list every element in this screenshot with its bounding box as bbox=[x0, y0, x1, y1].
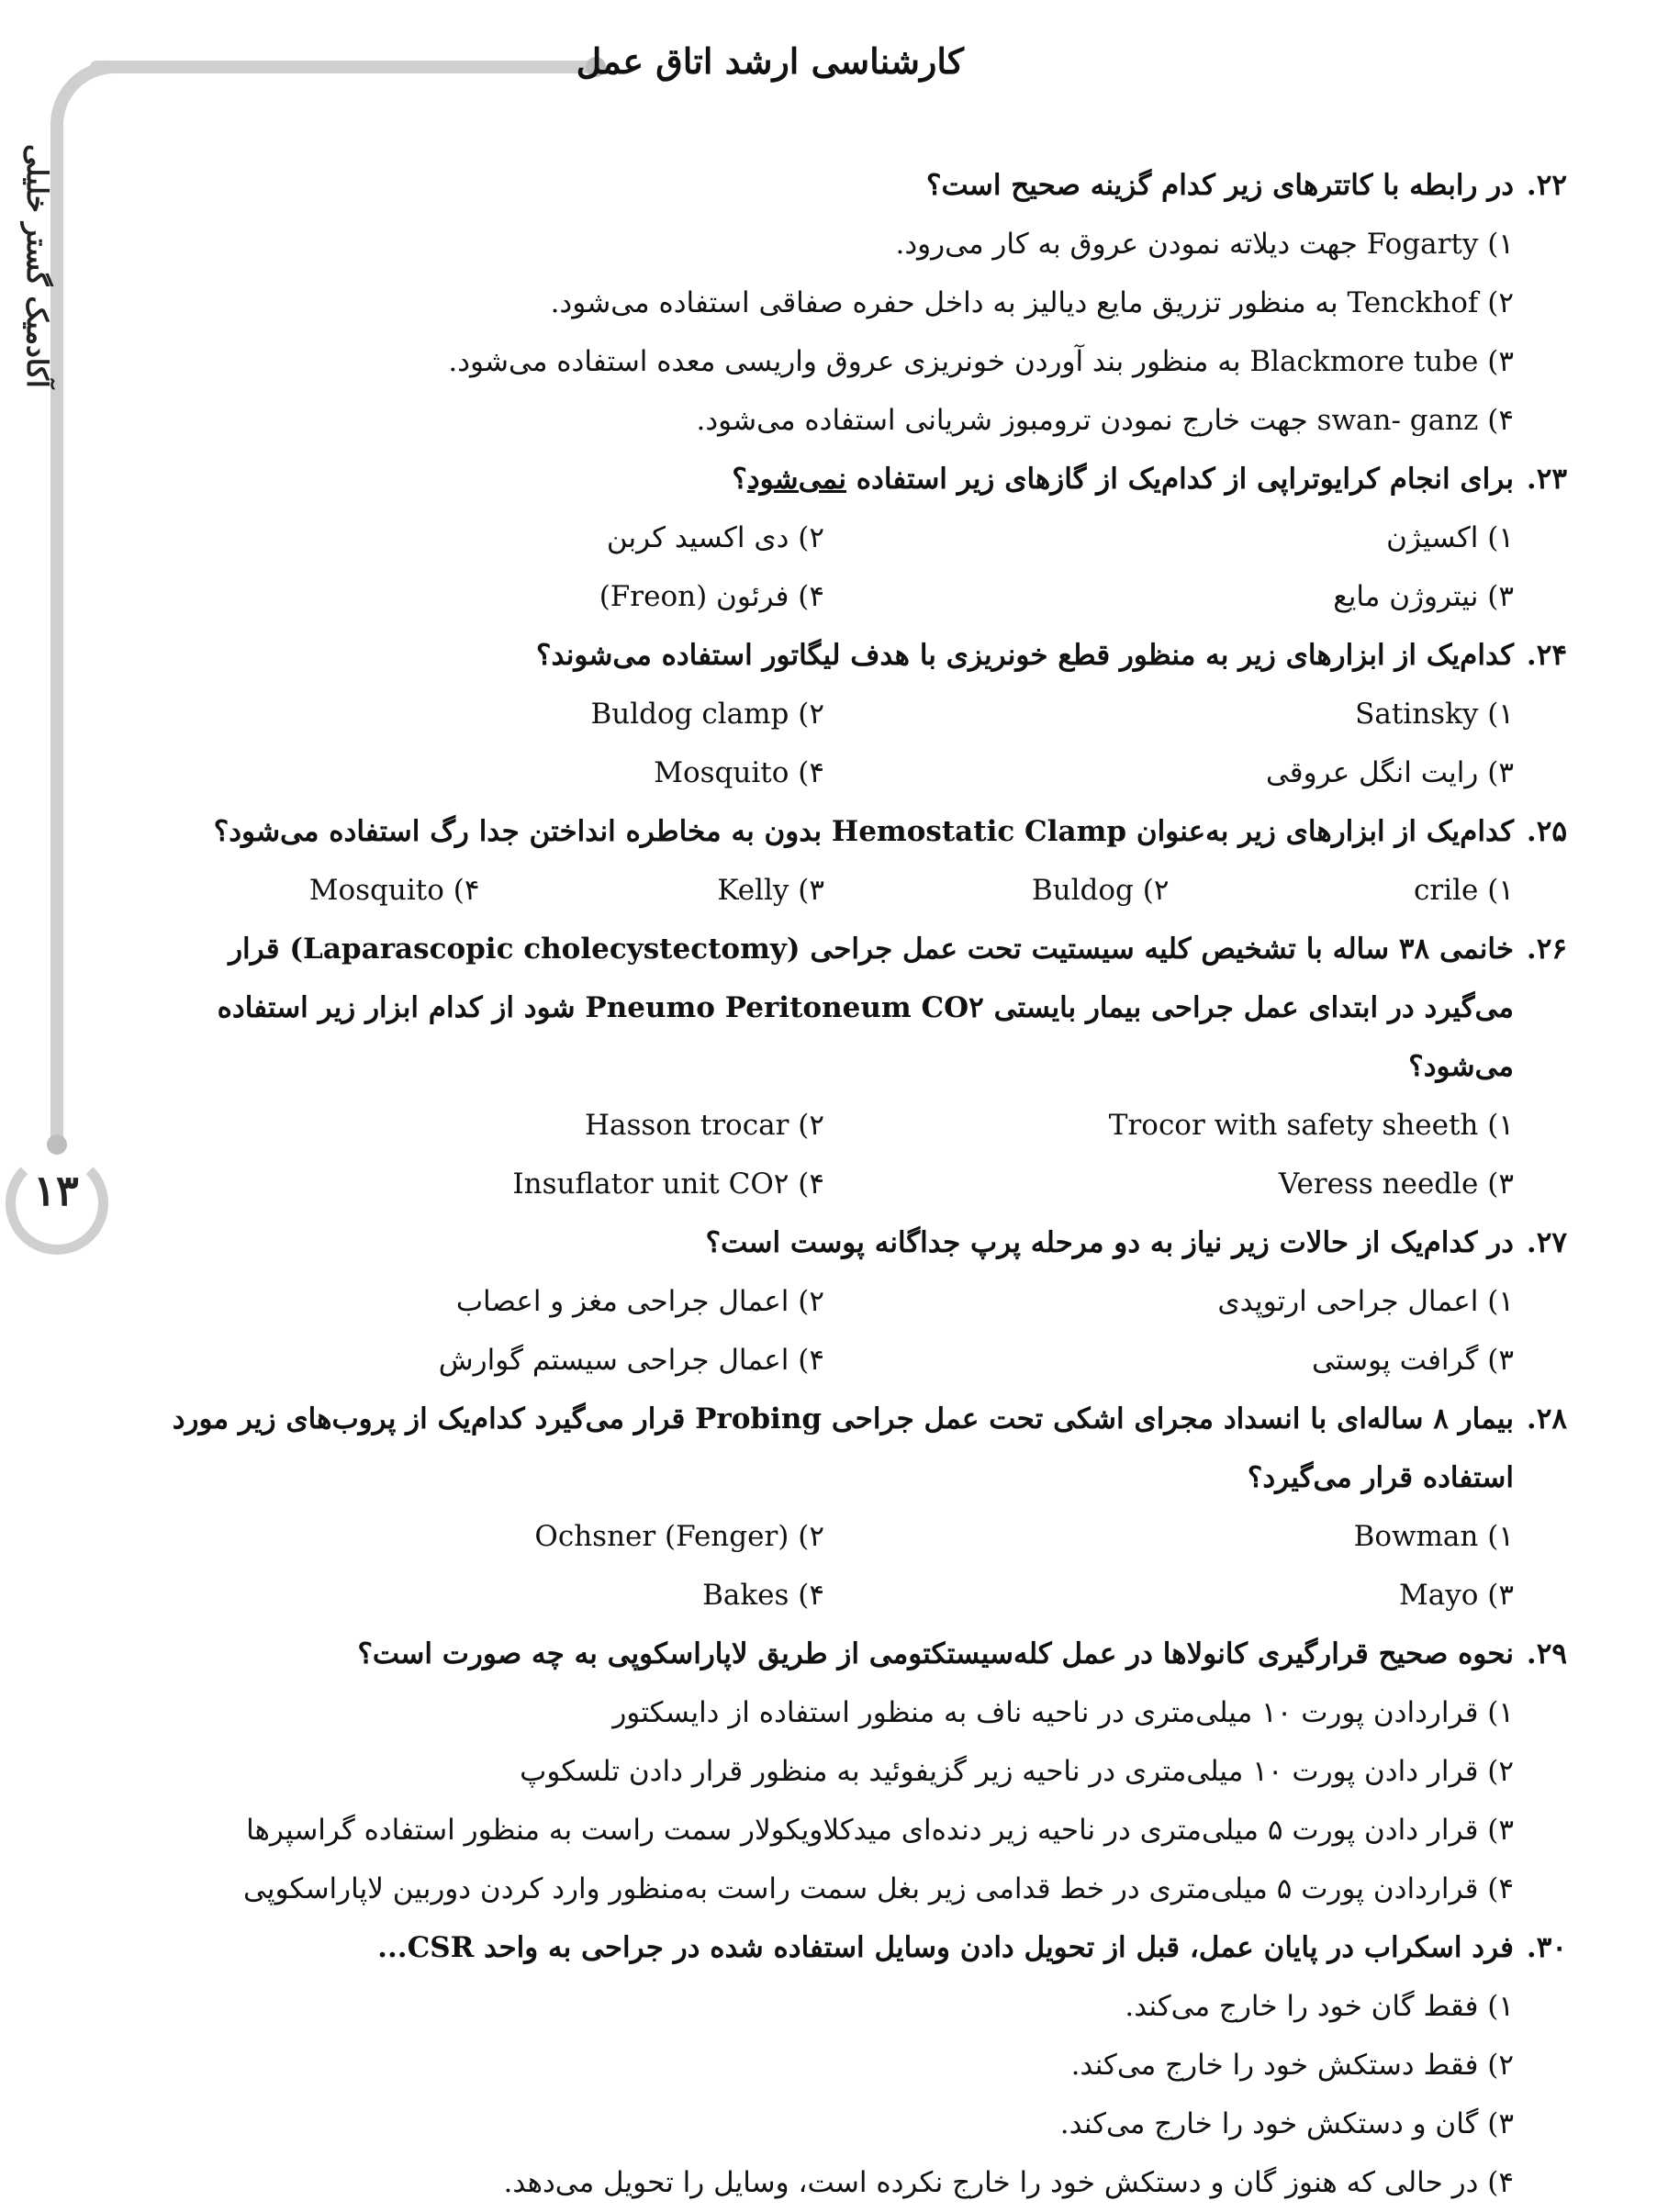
answer-option: ۳) گرافت پوستی bbox=[1311, 1344, 1514, 1377]
answer-option: ۴) Bakes bbox=[702, 1579, 824, 1612]
answer-option: ۴) swan- ganz جهت خارج نمودن ترومبوز شریانی استفاده می‌شود. bbox=[696, 404, 1514, 437]
answer-option: ۲) Hasson trocar bbox=[584, 1109, 824, 1142]
question-number: ۲۹. bbox=[1526, 1637, 1567, 1670]
page-title: کارشناسی ارشد اتاق عمل bbox=[576, 40, 964, 82]
answer-options-grid bbox=[135, 861, 1567, 920]
answer-option: ۱) Satinsky bbox=[1355, 698, 1514, 731]
question-text-emphasis: نمی‌شود bbox=[746, 463, 846, 496]
question bbox=[135, 1213, 1567, 1390]
answer-option: ۴) Insuflator unit CO۲ bbox=[512, 1167, 824, 1201]
question-number: ۲۲. bbox=[1526, 169, 1567, 202]
answer-option: ۱) فقط گان خود را خارج می‌کند. bbox=[1125, 1990, 1514, 2023]
question-number: ۲۳. bbox=[1526, 463, 1567, 496]
answer-option: ۴) اعمال جراحی سیستم گوارش bbox=[438, 1344, 824, 1377]
answer-option: ۲) دی اکسید کربن bbox=[606, 521, 824, 554]
question-text: بیمار ۸ ساله‌ای با انسداد مجرای اشکی تحت عمل جراحی Probing قرار می‌گیرد کدام‌یک از پروب‌های زیر مورد استفاده قرار می‌گیرد؟ bbox=[172, 1402, 1514, 1494]
question-text: نحوه صحیح قرارگیری کانولاها در عمل کله‌سیستکتومی از طریق لاپاراسکوپی به چه صورت است؟ bbox=[357, 1637, 1514, 1670]
question-text: کدام‌یک از ابزارهای زیر به منظور قطع خونریزی با هدف لیگاتور استفاده می‌شوند؟ bbox=[536, 639, 1514, 672]
question-stem bbox=[135, 1625, 1567, 1683]
question bbox=[135, 626, 1567, 802]
answer-option: ۴) در حالی که هنوز گان و دستکش خود را خارج نکرده است، وسایل را تحویل می‌دهد. bbox=[503, 2166, 1514, 2199]
question-text: فرد اسکراب در پایان عمل، قبل از تحویل دادن وسایل استفاده شده در جراحی به واحد CSR... bbox=[377, 1931, 1514, 1964]
frame-corner bbox=[50, 61, 124, 134]
answer-option: ۲) Tenckhof به منظور تزریق مایع دیالیز به داخل حفره صفاقی استفاده می‌شود. bbox=[550, 286, 1514, 319]
answer-options-grid bbox=[135, 1507, 1567, 1625]
answer-option: ۱) اعمال جراحی ارتوپدی bbox=[1217, 1285, 1514, 1318]
question-text: برای انجام کرایوتراپی از کدام‌یک از گازهای زیر استفاده bbox=[846, 463, 1514, 496]
answer-option: ۲) قرار دادن پورت ۱۰ میلی‌متری در ناحیه زیر گزیفوئید به منظور قرار دادن تلسکوپ bbox=[520, 1755, 1514, 1788]
question-stem bbox=[135, 626, 1567, 685]
answer-option: ۱) Trocor with safety sheeth bbox=[1108, 1109, 1514, 1142]
answer-option: ۳) Mayo bbox=[1398, 1579, 1514, 1612]
question-stem bbox=[135, 1918, 1567, 1977]
answer-option: ۲) اعمال جراحی مغز و اعصاب bbox=[455, 1285, 824, 1318]
question-stem bbox=[135, 1213, 1567, 1272]
answer-option: ۴) قراردادن پورت ۵ میلی‌متری در خط قدامی زیر بغل سمت راست به‌منظور وارد کردن دوربین لاپاراسکوپی bbox=[242, 1872, 1514, 1905]
question bbox=[135, 802, 1567, 920]
answer-options-grid bbox=[135, 1096, 1567, 1213]
answer-option: ۳) گان و دستکش خود را خارج می‌کند. bbox=[1059, 2107, 1514, 2140]
answer-options-grid bbox=[135, 685, 1567, 802]
question-stem bbox=[135, 802, 1567, 861]
answer-option: ۱) Fogarty جهت دیلاته نمودن عروق به کار می‌رود. bbox=[895, 228, 1514, 261]
question-text: در رابطه با کاتترهای زیر کدام گزینه صحیح است؟ bbox=[926, 169, 1514, 202]
answer-options-grid bbox=[135, 1272, 1567, 1390]
question-number: ۲۷. bbox=[1526, 1226, 1567, 1259]
question-stem bbox=[135, 1390, 1567, 1507]
answer-option: ۳) Veress needle bbox=[1278, 1167, 1514, 1201]
answer-option: ۴) فرئون (Freon) bbox=[599, 580, 824, 613]
question-stem bbox=[135, 156, 1567, 215]
question-text: خانمی ۳۸ ساله با تشخیص کلیه سیستیت تحت عمل جراحی (Laparascopic cholecystectomy) قرار می‌گیرد در ابتدای عمل جراحی بیمار بایستی Pneumo Peritoneum CO۲ شود از کدام ابزار زیر استفاده می‌شود؟ bbox=[217, 933, 1514, 1083]
answer-option: ۱) اکسیژن bbox=[1386, 521, 1514, 554]
question-text: کدام‌یک از ابزارهای زیر به‌عنوان Hemostatic Clamp بدون به مخاطره انداختن جدا رگ استفاده می‌شود؟ bbox=[213, 815, 1514, 848]
question-stem bbox=[135, 920, 1567, 1096]
answer-option: ۲) Buldog clamp bbox=[590, 698, 824, 731]
answer-option: ۲) Buldog bbox=[1031, 874, 1170, 907]
question-number: ۳۰. bbox=[1526, 1931, 1567, 1964]
answer-options-grid bbox=[135, 508, 1567, 626]
answer-option: ۳) نیتروژن مایع bbox=[1333, 580, 1514, 613]
answer-option: ۲) Ochsner (Fenger) bbox=[534, 1520, 824, 1553]
question bbox=[135, 156, 1567, 450]
question-stem bbox=[135, 450, 1567, 508]
question-text-end: ؟ bbox=[732, 463, 747, 496]
page-number: ۱۳ bbox=[33, 1166, 79, 1215]
publisher-side-label: آکادمیک گستر خلیلی bbox=[20, 144, 53, 388]
answer-option: ۳) Blackmore tube به منظور بند آوردن خونریزی عروق واریسی معده استفاده می‌شود. bbox=[448, 345, 1514, 378]
answer-option: ۱) crile bbox=[1414, 874, 1514, 907]
answer-option: ۱) قراردادن پورت ۱۰ میلی‌متری در ناحیه ناف به منظور استفاده از دایسکتور bbox=[612, 1696, 1514, 1729]
question-number: ۲۶. bbox=[1526, 933, 1567, 966]
question bbox=[135, 450, 1567, 626]
answer-option: ۳) Kelly bbox=[717, 874, 824, 907]
answer-option: ۲) فقط دستکش خود را خارج می‌کند. bbox=[1070, 2049, 1514, 2082]
questions-list bbox=[135, 156, 1567, 2212]
question-text: در کدام‌یک از حالات زیر نیاز به دو مرحله پرپ جداگانه پوست است؟ bbox=[705, 1226, 1514, 1259]
question bbox=[135, 1390, 1567, 1625]
answer-option: ۴) Mosquito bbox=[654, 756, 824, 789]
question-number: ۲۵. bbox=[1526, 815, 1567, 848]
question bbox=[135, 1918, 1567, 2212]
answer-option: ۳) قرار دادن پورت ۵ میلی‌متری در ناحیه زیر دنده‌ای میدکلاویکولار سمت راست به منظور استفاده گراسپرها bbox=[246, 1814, 1514, 1847]
answer-option: ۴) Mosquito bbox=[308, 874, 480, 907]
answer-option: ۱) Bowman bbox=[1353, 1520, 1514, 1553]
question bbox=[135, 1625, 1567, 1918]
question-number: ۲۸. bbox=[1526, 1402, 1567, 1436]
question bbox=[135, 920, 1567, 1213]
header-frame-line bbox=[90, 61, 595, 73]
question-number: ۲۴. bbox=[1526, 639, 1567, 672]
answer-option: ۳) رایت انگل عروقی bbox=[1265, 756, 1514, 789]
